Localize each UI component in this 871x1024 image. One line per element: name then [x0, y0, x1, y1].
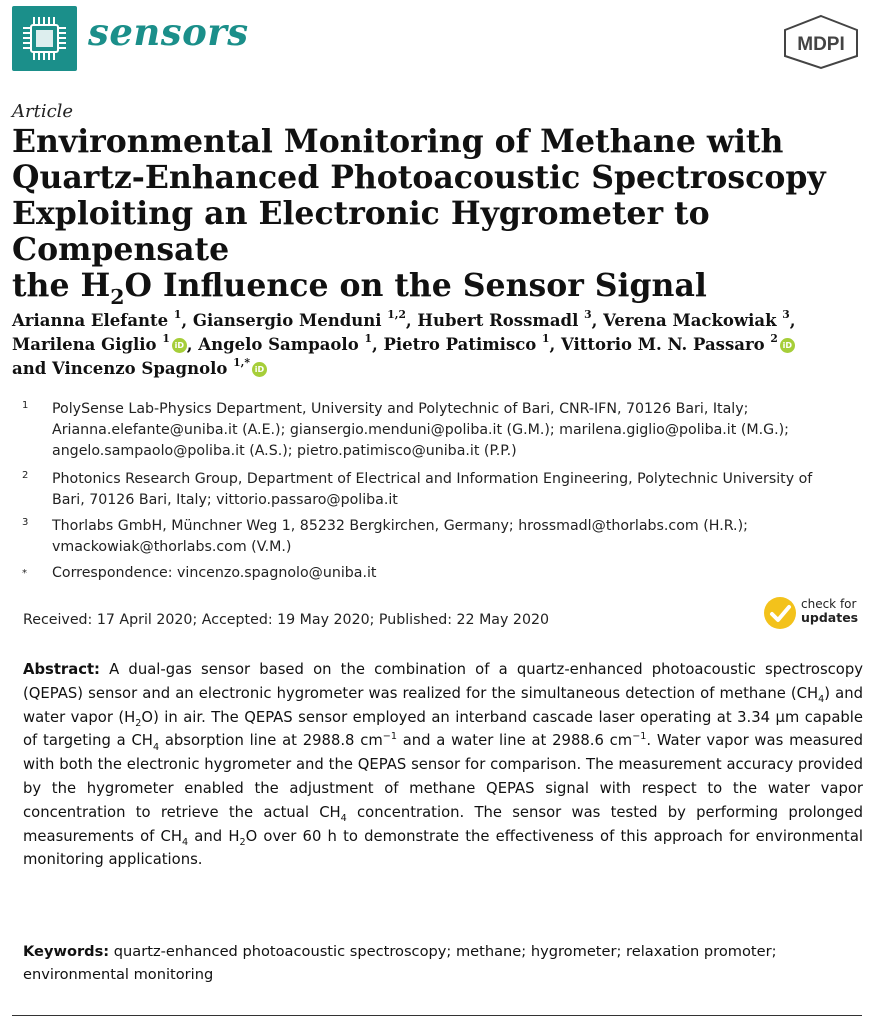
keywords-label: Keywords: [23, 943, 110, 960]
journal-name: sensors [88, 10, 249, 54]
affiliation: 2 Photonics Research Group, Department of Electrical and Information Engineering, Polytechnic University of Bari, 70126 Bari, Italy; vittorio.passaro@poliba.it [12, 469, 867, 511]
publication-dates: Received: 17 April 2020; Accepted: 19 May 2020; Published: 22 May 2020 [23, 612, 550, 628]
check-updates-label: check for updates [801, 597, 859, 625]
abstract: Abstract: A dual-gas sensor based on the combination of a quartz-enhanced photoacoustic spectroscopy (QEPAS) sensor and an electronic hygrometer was realized for the simultaneous detection of methane $(CH_4)$ and water vapor $(H_2O)$ in air. The QEPAS sensor employed an interband cascade laser operating at 3.34 µm capable of targeting a $CH_4$ absorption line at 2988.8 $cm^{-1}$ and a water line at 2988.6 $cm^{-1}$. Water vapor was measured with both the electronic hygrometer and the QEPAS sensor for comparison. The measurement accuracy provided by the hygrometer enabled the adjustment of methane QEPAS signal with respect to the water vapor concentration to retrieve the actual $CH_4$ concentration. The sensor was tested by performing prolonged measurements of $CH_4$ and $H_2O$ over 60 h to demonstrate the effectiveness of this approach for environmental monitoring applications. [23, 661, 863, 869]
affiliation-number: 3 [22, 517, 29, 528]
author[interactable]: Giansergio Menduni $^{1,2}$ [192, 308, 406, 330]
title-line: Quartz-Enhanced Photoacoustic Spectroscopy [12, 159, 826, 196]
affiliation-number: 2 [22, 470, 29, 481]
author[interactable]: Vittorio M. N. Passaro $^2$iD [561, 335, 795, 354]
divider [12, 1015, 862, 1016]
chip-icon [21, 15, 68, 62]
orcid-icon[interactable]: iD [780, 338, 795, 353]
title-line: the $H_2O$ Influence on the Sensor Signal [12, 267, 707, 310]
check-for-updates-button[interactable] [763, 594, 863, 634]
orcid-icon[interactable]: iD [252, 362, 267, 377]
correspondence: * Correspondence: vincenzo.spagnolo@uniba.it [12, 563, 867, 584]
author[interactable]: Verena Mackowiak $^3$ [603, 308, 790, 330]
keywords [23, 940, 868, 986]
author[interactable]: Arianna Elefante $^1$ [12, 308, 182, 330]
abstract-label: Abstract: [23, 661, 100, 678]
affiliation-number: * [22, 568, 27, 579]
publisher-logo [781, 14, 861, 70]
publisher-name: MDPI [797, 34, 845, 55]
article-type: Article [12, 101, 74, 122]
journal-logo [12, 6, 77, 71]
article-title [12, 123, 862, 310]
author[interactable]: Pietro Patimisco $^1$ [383, 332, 550, 354]
keywords-text: quartz-enhanced photoacoustic spectroscopy; methane; hygrometer; relaxation promoter; environmental monitoring [23, 943, 777, 983]
affiliation: 3 Thorlabs GmbH, Münchner Weg 1, 85232 Bergkirchen, Germany; hrossmadl@thorlabs.com (H.R.); vmackowiak@thorlabs.com (V.M.) [12, 516, 867, 558]
orcid-icon[interactable]: iD [172, 338, 187, 353]
author-list: Arianna Elefante $^1$, Giansergio Menduni $^{1,2}$, Hubert Rossmadl $^3$, Verena Mackowiak $^3$, Marilena Giglio $^1$iD , Angelo Sampaolo $^1$, Pietro Patimisco $^1$, Vittorio M. N. Passaro $^2$iD and Vincenzo Spagnolo $^{1,*}$iD [12, 308, 796, 378]
title-line: Environmental Monitoring of Methane with [12, 123, 784, 160]
title-line: Exploiting an Electronic Hygrometer to Compensate [12, 195, 710, 268]
author[interactable]: and Vincenzo Spagnolo $^{1,*}$iD [12, 359, 267, 378]
affiliation-number: 1 [22, 400, 29, 411]
author[interactable]: Angelo Sampaolo $^1$ [198, 332, 372, 354]
author[interactable]: Marilena Giglio $^1$iD [12, 335, 187, 354]
check-badge-icon [763, 596, 797, 630]
affiliation: 1 PolySense Lab-Physics Department, University and Polytechnic of Bari, CNR-IFN, 70126 Bari, Italy; Arianna.elefante@uniba.it (A.E.); giansergio.menduni@poliba.it (G.M.); marilena.giglio@poliba.it (M.G.); angelo.sampaolo@poliba.it (A.S.); pietro.patimisco@uniba.it (P.P.) [12, 399, 867, 462]
author[interactable]: Hubert Rossmadl $^3$ [417, 308, 592, 330]
